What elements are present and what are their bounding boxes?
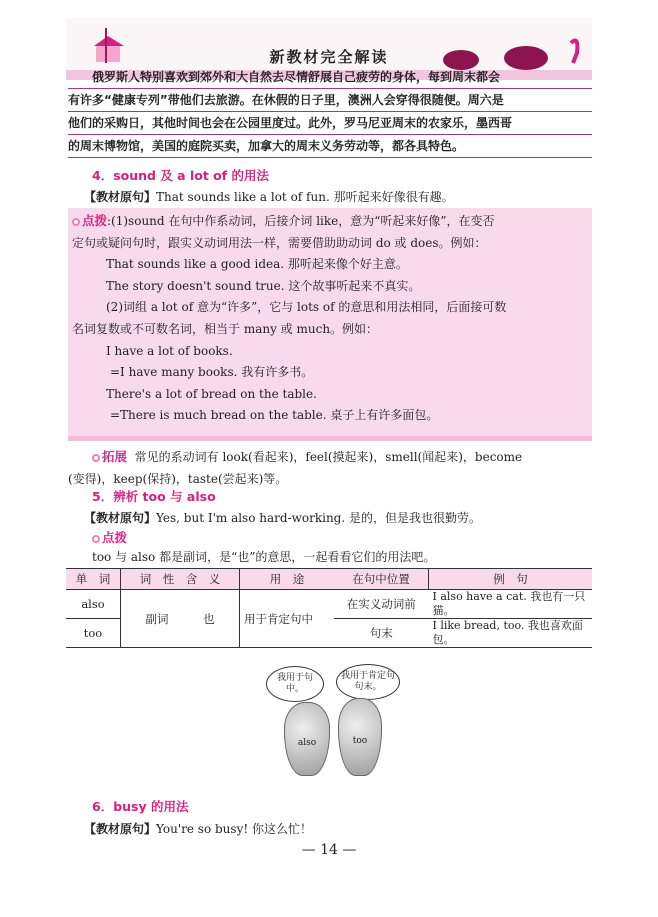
tip-line: =There is much bread on the table. 桌子上有许多面包。 — [110, 408, 439, 423]
tip-label: 点拨 — [102, 530, 128, 545]
tip-line: There's a lot of bread on the table. — [106, 386, 317, 401]
orig-sentence: That sounds like a lot of fun. 那听起来好像很有趣。 — [156, 190, 454, 204]
bullet-icon — [92, 454, 100, 462]
intro-paragraph — [68, 66, 592, 158]
extension — [68, 446, 594, 490]
table-header: 例 句 — [429, 569, 593, 590]
section-6-heading: 6．busy 的用法 — [92, 799, 189, 814]
orig-sentence: You're so busy! 你这么忙！ — [156, 822, 312, 836]
tip-line: 定句或疑问句时，跟实义动词用法一样，需要借助助动词 do 或 does。例如： — [72, 235, 487, 250]
tip-line: 名词复数或不可数名词，相当于 many 或 much。例如： — [72, 321, 379, 336]
illustration — [258, 662, 408, 790]
orig-sentence: Yes, but I'm also hard-working. 是的，但是我也很勤劳。 — [156, 511, 481, 525]
tip-line: That sounds like a good idea. 那听起来像个好主意。 — [106, 257, 408, 272]
intro-line: 有许多“健康专列”带他们去旅游。在休假的日子里，澳洲人会穿得很随便。周六是 — [68, 89, 592, 112]
intro-line: 他们的采购日，其他时间也会在公园里度过。此外，罗马尼亚周末的农家乐，墨西哥 — [68, 112, 592, 135]
table-cell: 用于肯定句中 — [240, 590, 335, 648]
section-4-heading: 4．sound 及 a lot of 的用法 — [92, 168, 270, 183]
intro-line: 的周末博物馆，美国的庭院买卖，加拿大的周末义务劳动等，都各具特色。 — [68, 135, 592, 158]
tip-line: I have a lot of books. — [106, 343, 233, 358]
bullet-icon — [92, 535, 100, 543]
table-cell: I also have a cat. 我也有一只猫。 — [429, 590, 593, 619]
table-cell: also — [66, 590, 121, 619]
usage-table — [66, 568, 592, 648]
table-header: 用 途 — [240, 569, 335, 590]
table-header: 单 词 — [66, 569, 121, 590]
page-number: — 14 — — [301, 842, 357, 858]
table-header: 在句中位置 — [334, 569, 429, 590]
table-cell: I like bread, too. 我也喜欢面包。 — [429, 619, 593, 648]
ext-line: (变得)，keep(保持)，taste(尝起来)等。 — [68, 472, 288, 486]
section-5-heading: 5．辨析 too 与 also — [92, 489, 216, 504]
table-cell: 副词 也 — [121, 590, 240, 648]
tip-label: 点拨 — [82, 213, 108, 228]
intro-line: 俄罗斯人特别喜欢到郊外和大自然去尽情舒展自己疲劳的身体，每到周末都会 — [68, 66, 592, 89]
speech-bubble: 我用于肯定句句末。 — [336, 664, 400, 700]
tip-line: (2)词组 a lot of 意为“许多”，它与 lots of 的意思和用法相同，后面接可数 — [106, 300, 507, 315]
speech-bubble: 我用于句中。 — [266, 666, 324, 702]
table-cell: 句末 — [334, 619, 429, 648]
bullet-icon — [72, 218, 80, 226]
table-cell: too — [66, 619, 121, 648]
orig-label: 【教材原句】 — [84, 190, 157, 204]
too-character: too — [338, 698, 382, 776]
orig-label: 【教材原句】 — [84, 511, 157, 525]
table-cell: 在实义动词前 — [334, 590, 429, 619]
tip-line: The story doesn't sound true. 这个故事听起来不真实。 — [106, 278, 421, 293]
also-character: also — [284, 702, 330, 776]
ext-label: 拓展 — [102, 449, 128, 464]
tip-line: =I have many books. 我有许多书。 — [110, 365, 314, 380]
tip-box — [68, 208, 592, 441]
tip-line: :(1)sound 在句中作系动词，后接介词 like，意为“听起来好像”，在变否 — [107, 214, 495, 228]
table-row — [66, 590, 592, 619]
ext-line: 常见的系动词有 look(看起来)，feel(摸起来)，smell(闻起来)，become — [134, 450, 523, 464]
header-title: 新教材完全解读 — [269, 48, 389, 66]
table-header: 词 性 含 义 — [121, 569, 240, 590]
tip-text: too 与 also 都是副词，是“也”的意思，一起看看它们的用法吧。 — [92, 550, 436, 564]
orig-label: 【教材原句】 — [84, 822, 157, 836]
